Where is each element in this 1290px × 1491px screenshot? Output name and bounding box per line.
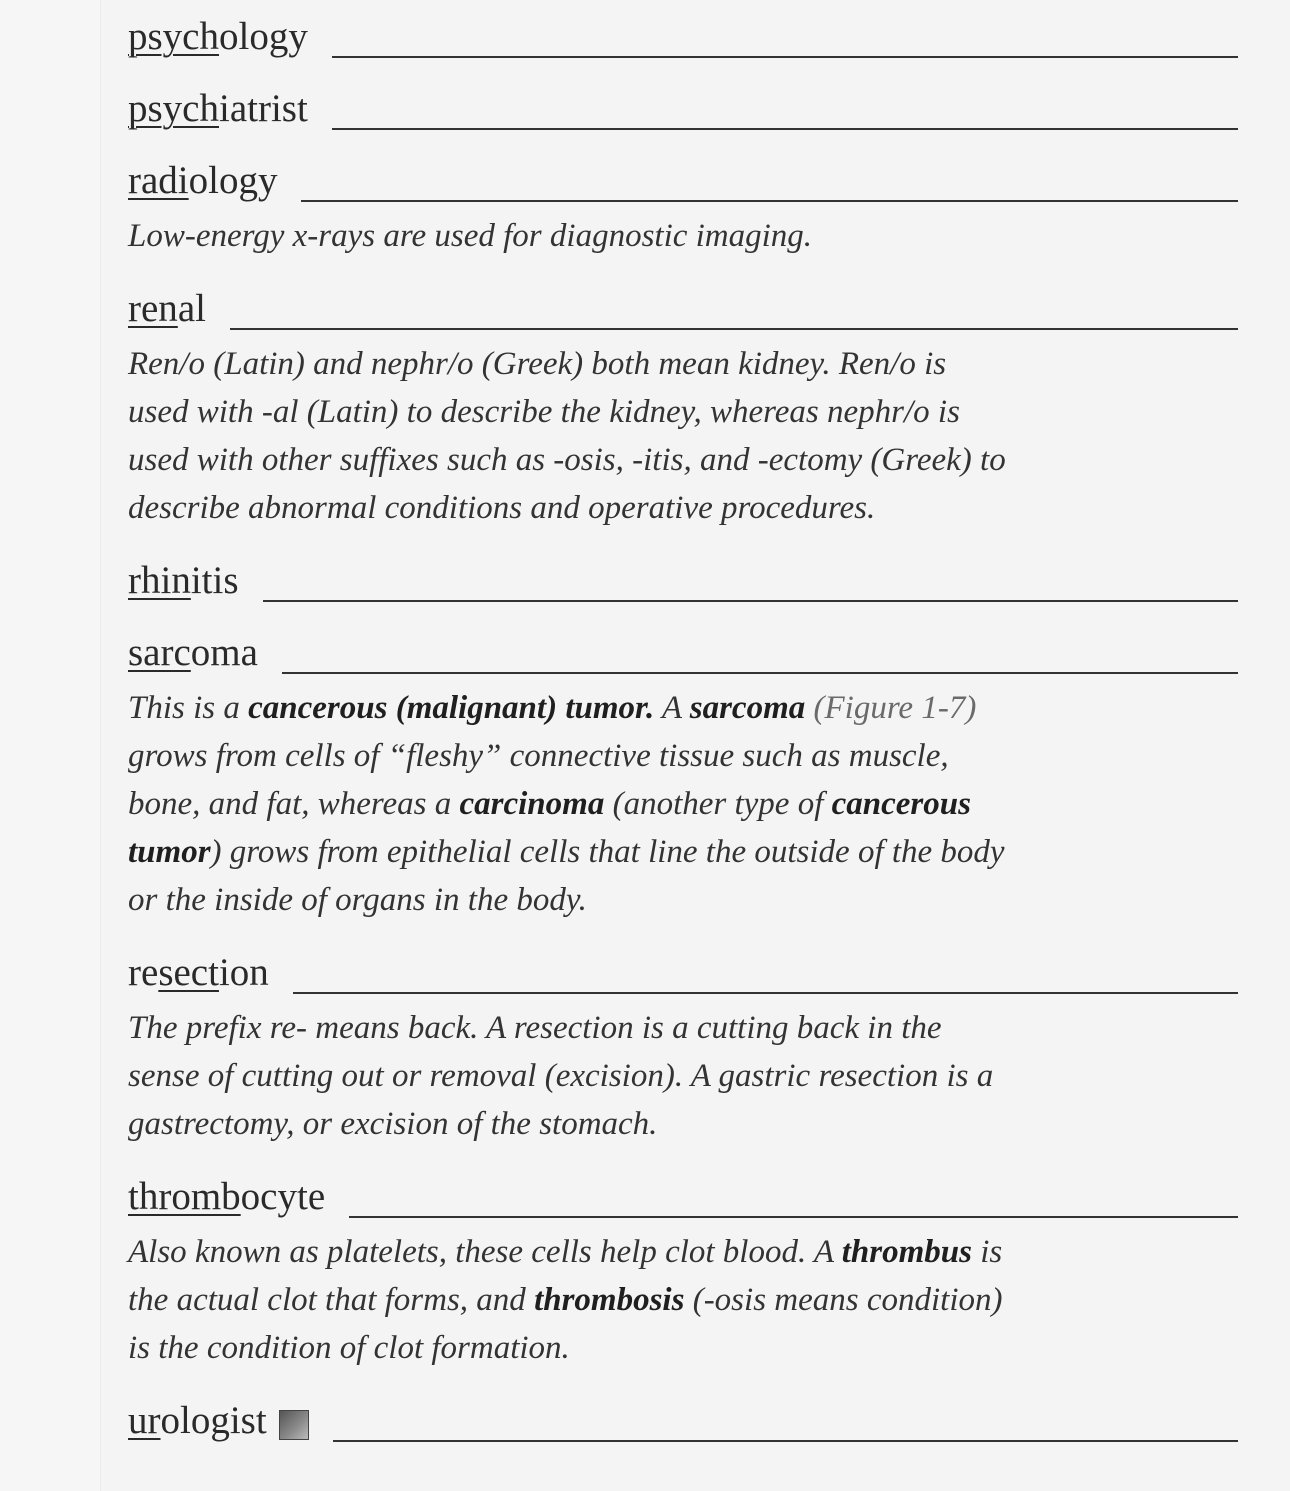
entry-psychiatrist: [128, 86, 1238, 136]
note-renal: Ren/o (Latin) and nephr/o (Greek) both mean kidney. Ren/o is used with -al (Latin) to describe the kidney, whereas nephr/o is used with other suffixes such as -osis, -itis, and -ectomy (Greek) to describe abnormal conditions and operative procedures.: [128, 346, 1006, 526]
term-psychiatrist: psychiatrist: [128, 87, 308, 130]
answer-line-psychology[interactable]: [332, 56, 1238, 58]
entry-thrombocyte: [128, 1174, 1238, 1372]
left-margin: [0, 0, 101, 1491]
term-sarcoma: sarcoma: [128, 631, 258, 674]
term-radiology: radiology: [128, 159, 278, 202]
note-thrombocyte: Also known as platelets, these cells help clot blood. A thrombus is the actual clot that forms, and thrombosis (-osis means condition) is the condition of clot formation.: [128, 1234, 1003, 1366]
note-radiology: Low-energy x-rays are used for diagnostic imaging.: [128, 218, 813, 254]
term-list: [128, 14, 1238, 1448]
entry-psychology: [128, 14, 1238, 64]
audio-marker-icon[interactable]: [279, 1410, 309, 1440]
entry-rhinitis: [128, 558, 1238, 608]
entry-radiology: [128, 158, 1238, 260]
entry-resection: [128, 950, 1238, 1148]
term-resection: resection: [128, 951, 269, 994]
term-renal: renal: [128, 287, 206, 330]
term-rhinitis: rhinitis: [128, 559, 239, 602]
term-urologist: urologist: [128, 1399, 267, 1442]
answer-line-sarcoma[interactable]: [282, 672, 1238, 674]
term-thrombocyte: thrombocyte: [128, 1175, 326, 1218]
entry-sarcoma: [128, 630, 1238, 924]
answer-line-resection[interactable]: [293, 992, 1238, 994]
answer-line-psychiatrist[interactable]: [332, 128, 1238, 130]
answer-line-renal[interactable]: [230, 328, 1238, 330]
answer-line-urologist[interactable]: [333, 1440, 1238, 1442]
answer-line-thrombocyte[interactable]: [349, 1216, 1238, 1218]
entry-renal: [128, 286, 1238, 532]
note-sarcoma: This is a cancerous (malignant) tumor. A sarcoma (Figure 1-7) grows from cells of “fleshy” connective tissue such as muscle, bone, and fat, whereas a carcinoma (another type of cancerous tumor) grows from epithelial cells that line the outside of the body or the inside of organs in the body.: [128, 690, 1005, 918]
answer-line-radiology[interactable]: [301, 200, 1238, 202]
note-resection: The prefix re- means back. A resection is a cutting back in the sense of cutting out or removal (excision). A gastric resection is a gastrectomy, or excision of the stomach.: [128, 1010, 994, 1142]
figure-reference[interactable]: (Figure 1-7): [805, 690, 977, 726]
answer-line-rhinitis[interactable]: [263, 600, 1238, 602]
entry-urologist: [128, 1398, 1238, 1448]
term-psychology: psychology: [128, 15, 308, 58]
